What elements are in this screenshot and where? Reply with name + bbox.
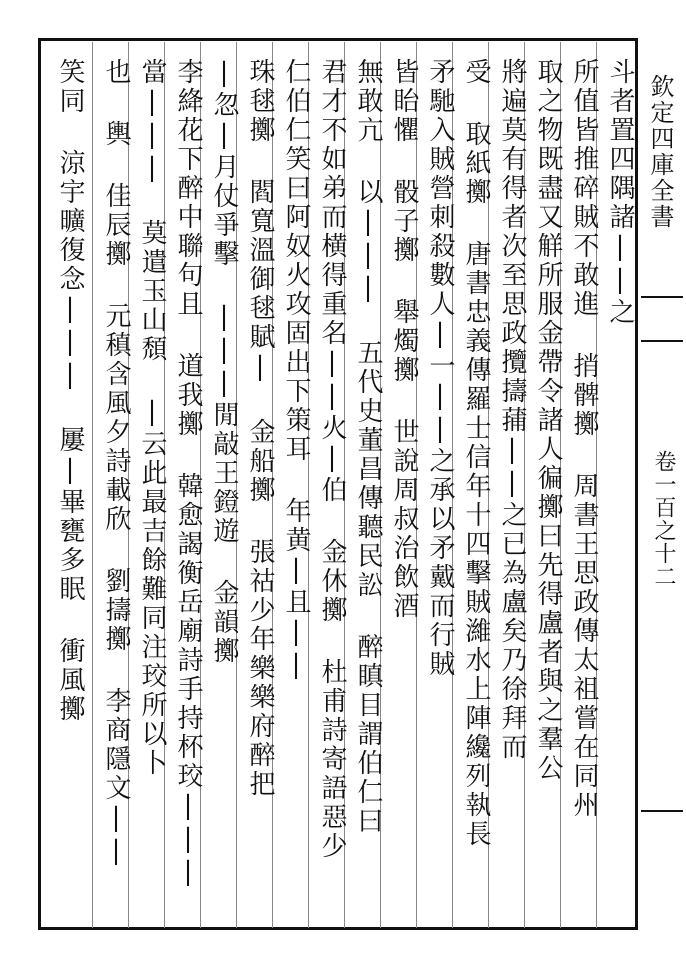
text-column: 無敢亢 以||| 五代史董昌傳聽民訟 醉瞋目謂伯仁曰 — [353, 58, 383, 836]
text-column: 笑同 涼宇曠復念||| 屢|畢甕多眠 衝風擲 — [55, 58, 85, 724]
text-column: 仁伯仁笑曰阿奴火攻固出下策耳 年黄|且|| — [281, 58, 311, 683]
margin-rule-lower — [641, 810, 683, 812]
margin-title-box — [641, 40, 683, 295]
text-column: 當||| 莫遣玉山頹 |云此最吉餘難同注珓所以卜 — [137, 58, 167, 778]
column-rule — [92, 42, 93, 928]
text-column: 所值皆推碎賊不敢進 捎髀擲 周書王思政傳太祖嘗在同州 — [569, 58, 599, 820]
text-column: 也 輿 佳辰擲 元稹含風夕詩載欣 劉擣擲 李商隱文|| — [101, 58, 131, 869]
margin-title: 欽定四庫全書 — [646, 74, 674, 230]
text-column: |忽|月仗爭擊 |||閒敲王鐙遊 金韻擲 — [209, 58, 239, 666]
margin-volume: 卷一百之十二 — [651, 450, 676, 588]
text-column: 李絳花下醉中聯句且 道我擲 韓愈謁衡岳廟詩手持杯珓||| — [173, 58, 203, 890]
text-column: 君才不如弟而横得重名||火|伯 金休擲 杜甫詩寄語惡少 — [317, 58, 347, 861]
fishtail-rule-top — [641, 296, 683, 298]
text-column: 珠毬擲 閻寬溫御毬賦| 金船擲 張祜少年樂樂府醉把 — [245, 58, 275, 799]
fishtail-rule-bottom — [641, 340, 683, 342]
text-column: 斗者置四隅諸||之 — [605, 58, 635, 327]
text-column: 將遍莫有得者次至思政攬擣蒱||之已為盧矣乃徐拜而 — [497, 58, 527, 762]
text-column: 皆眙懼 骰子擲 舉燭擲 世說周叔治飲酒 — [389, 58, 419, 621]
text-column: 受 取紙擲 唐書忠義傳羅士信年十四擊賊濰水上陣纔列執長 — [461, 58, 491, 849]
page-margin — [641, 40, 683, 930]
text-column: 取之物既盡又觧所服金帶令諸人徧擲曰先得盧者與之羣公 — [533, 58, 563, 783]
text-column: 矛馳入賊營刺殺數人|一||之承以矛戴而行賊 — [425, 58, 455, 679]
